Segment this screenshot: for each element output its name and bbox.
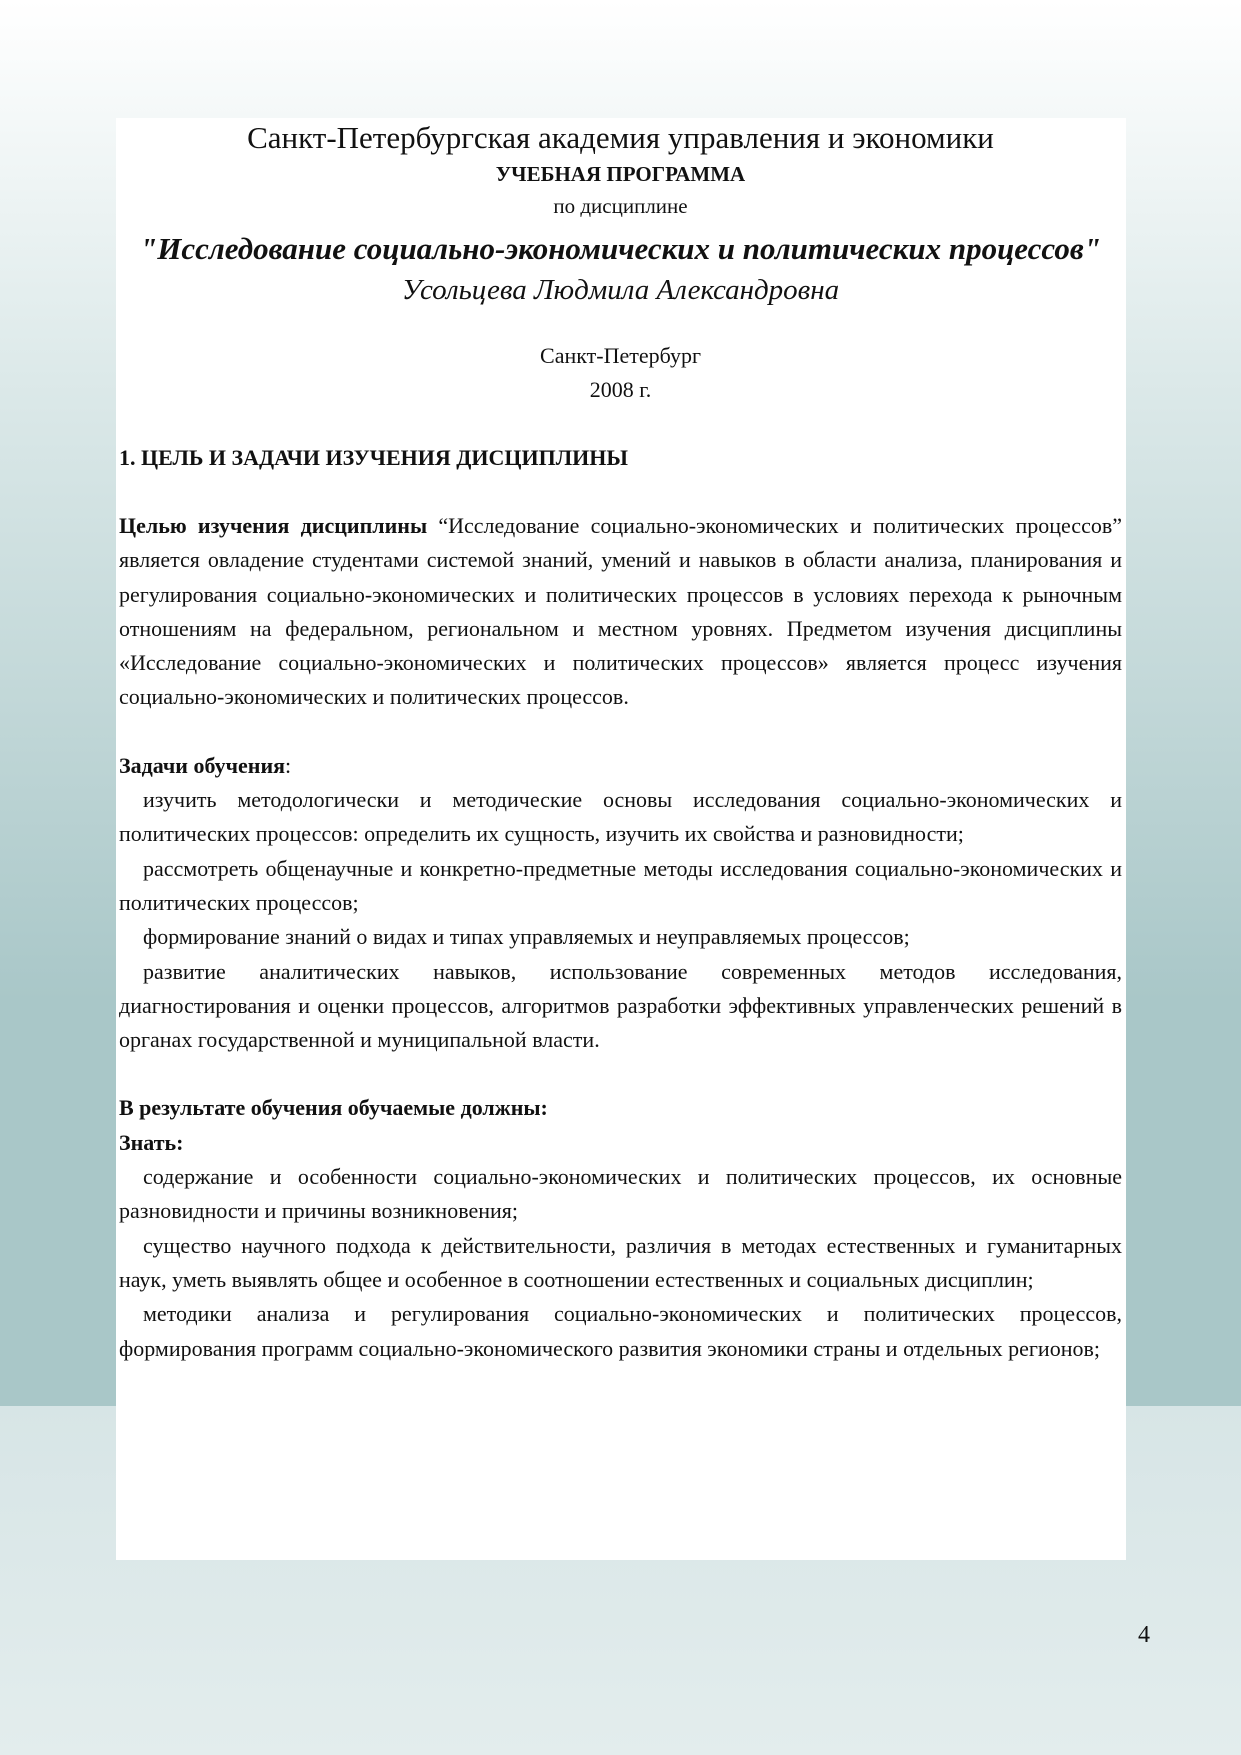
title-block (119, 118, 1122, 407)
know-item: методики анализа и регулирования социально-экономических и политических процессов, формирования программ социально-экономического развития экономики страны и отдельных регионов; (119, 1301, 1122, 1361)
section-heading: 1. ЦЕЛЬ И ЗАДАЧИ ИЗУЧЕНИЯ ДИСЦИПЛИНЫ (119, 445, 628, 470)
tasks-heading-colon: : (285, 752, 292, 778)
task-item: развитие аналитических навыков, использование современных методов исследования, диагностирования и оценки процессов, алгоритмов разработки эффективных управленческих решений в органах государственной и муниципальной власти. (119, 958, 1122, 1053)
tasks-heading (119, 749, 1122, 783)
know-item: содержание и особенности социально-экономических и политических процессов, их основные разновидности и причины возникновения; (119, 1164, 1122, 1224)
year: 2008 г. (589, 377, 652, 402)
task-item: изучить методологически и методические основы исследования социально-экономических и политических процессов: определить их сущность, изучить их свойства и разновидности; (119, 787, 1122, 847)
city: Санкт-Петербург (540, 343, 701, 368)
page-number: 4 (1138, 1622, 1150, 1648)
program-label: УЧЕБНАЯ ПРОГРАММА (495, 162, 746, 186)
document-page (116, 118, 1126, 1560)
goal-text: “Исследование социально-экономических и политических процессов” является овладение студентами системой знаний, умений и навыков в области анализа, планирования и регулирования социально-экономических и политических процессов в условиях перехода к рыночным отношениям на федеральном, региональном и местном уровнях. Предметом изучения дисциплины «Исследование социально-экономических и политических процессов» является процесс изучения социально-экономических и политических процессов. (119, 513, 1122, 710)
task-item: формирование знаний о видах и типах управляемых и неуправляемых процессов; (143, 924, 910, 950)
academy-name: Санкт-Петербургская академия управления и экономики (247, 120, 994, 155)
task-item: рассмотреть общенаучные и конкретно-предметные методы исследования социально-экономических и политических процессов; (119, 855, 1122, 915)
goal-paragraph (119, 509, 1122, 715)
know-item: существо научного подхода к действительности, различия в методах естественных и гуманитарных наук, уметь выявлять общее и особенное в соотношении естественных и социальных дисциплин; (119, 1232, 1122, 1292)
goal-lead: Целью изучения дисциплины (119, 513, 428, 538)
author-name: Усольцева Людмила Александровна (401, 274, 840, 306)
tasks-heading-text: Задачи обучения (119, 752, 286, 778)
know-heading: Знать: (119, 1129, 184, 1155)
discipline-title: "Исследование социально-экономических и политических процессов" (140, 231, 1101, 266)
by-discipline-label: по дисциплине (553, 194, 688, 218)
result-heading: В результате обучения обучаемые должны: (119, 1095, 548, 1121)
